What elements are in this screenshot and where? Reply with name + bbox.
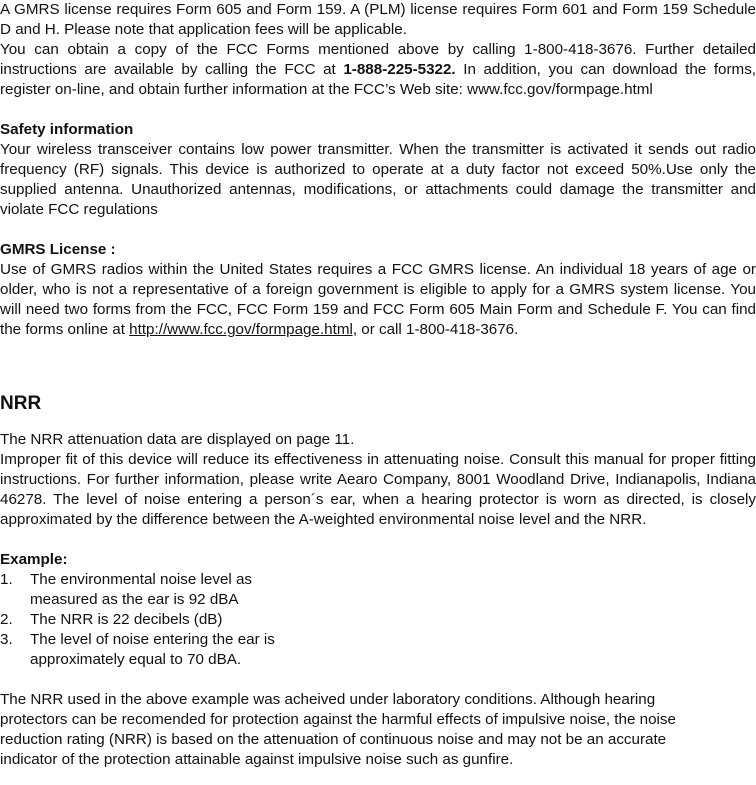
nrr-heading: NRR (0, 393, 42, 414)
closing-line: protectors can be recomended for protection against the harmful effects of impulsive noise, the noise (0, 711, 676, 728)
list-text: The environmental noise level as measured as the ear is 92 dBA (30, 571, 253, 608)
spacer (0, 100, 756, 120)
spacer (0, 340, 756, 360)
list-number: 3. (0, 631, 13, 648)
safety-body: Your wireless transceiver contains low power transmitter. When the transmitter is activated it sends out radio frequency (RF) signals. This device is authorized to operate at a duty factor not exceed 50%.Use only the supplied antenna. Unauthorized antennas, modifications, or attachments could damage the transmitter and violate FCC regulations (0, 141, 756, 218)
list-text: The level of noise entering the ear is approximately equal to 70 dBA. (30, 631, 275, 668)
fcc-phone-number: 1-888-225-5322. (343, 61, 456, 78)
list-number: 2. (0, 611, 13, 628)
closing-line: The NRR used in the above example was acheived under laboratory conditions. Although hearing (0, 691, 656, 708)
spacer (0, 670, 756, 690)
list-item (0, 570, 756, 610)
closing-paragraph (0, 690, 756, 770)
gmrs-title: GMRS License : (0, 241, 116, 258)
gmrs-text-b: or call 1-800-418-3676. (357, 321, 519, 338)
intro-text-a: You can obtain a copy of the FCC Forms mentioned above by calling 1-800-418-3676. Further detailed instructions are available by calling the FCC at (0, 41, 756, 78)
spacer (0, 530, 756, 550)
gmrs-text-a: Use of GMRS radios within the United States requires a FCC GMRS license. An individual 18 years of age or older, who is not a representative of a foreign government is eligible to apply for a GMRS system license. You will need two forms from the FCC, FCC Form 159 and FCC Form 605 Main Form and Schedule F. You can find the forms online at (0, 261, 756, 338)
spacer (0, 220, 756, 240)
list-text: The NRR is 22 decibels (dB) (30, 611, 223, 628)
gmrs-body (0, 260, 756, 340)
intro-paragraph-1: A GMRS license requires Form 605 and Form 159. A (PLM) license requires Form 601 and Form 159 Schedule D and H. Please note that application fees will be applicable. (0, 1, 756, 38)
fcc-formpage-link[interactable]: http://www.fcc.gov/formpage.html, (129, 321, 358, 338)
intro-paragraph-2 (0, 40, 756, 100)
safety-title: Safety information (0, 121, 134, 138)
closing-line: reduction rating (NRR) is based on the attenuation of continuous noise and may not be an accurate (0, 731, 667, 748)
intro-text-b: In addition, you can download the forms, register on-line, and obtain further information at the FCC’s Web site: www.fcc.gov/formpage.html (0, 61, 756, 98)
list-item (0, 630, 756, 670)
example-title: Example: (0, 551, 68, 568)
example-list (0, 570, 756, 670)
nrr-paragraph-1: The NRR attenuation data are displayed on page 11. (0, 431, 355, 448)
closing-line: indicator of the protection attainable against impulsive noise such as gunfire. (0, 751, 514, 768)
list-item (0, 610, 756, 630)
nrr-paragraph-2: Improper fit of this device will reduce its effectiveness in attenuating noise. Consult this manual for proper fitting instructions. For further information, please write Aearo Company, 8001 Woodland Drive, Indianapolis, Indiana 46278. The level of noise entering a person´s ear, when a hearing protector is worn as directed, is closely approximated by the difference between the A-weighted environmental noise level and the NRR. (0, 451, 756, 528)
list-number: 1. (0, 571, 13, 588)
